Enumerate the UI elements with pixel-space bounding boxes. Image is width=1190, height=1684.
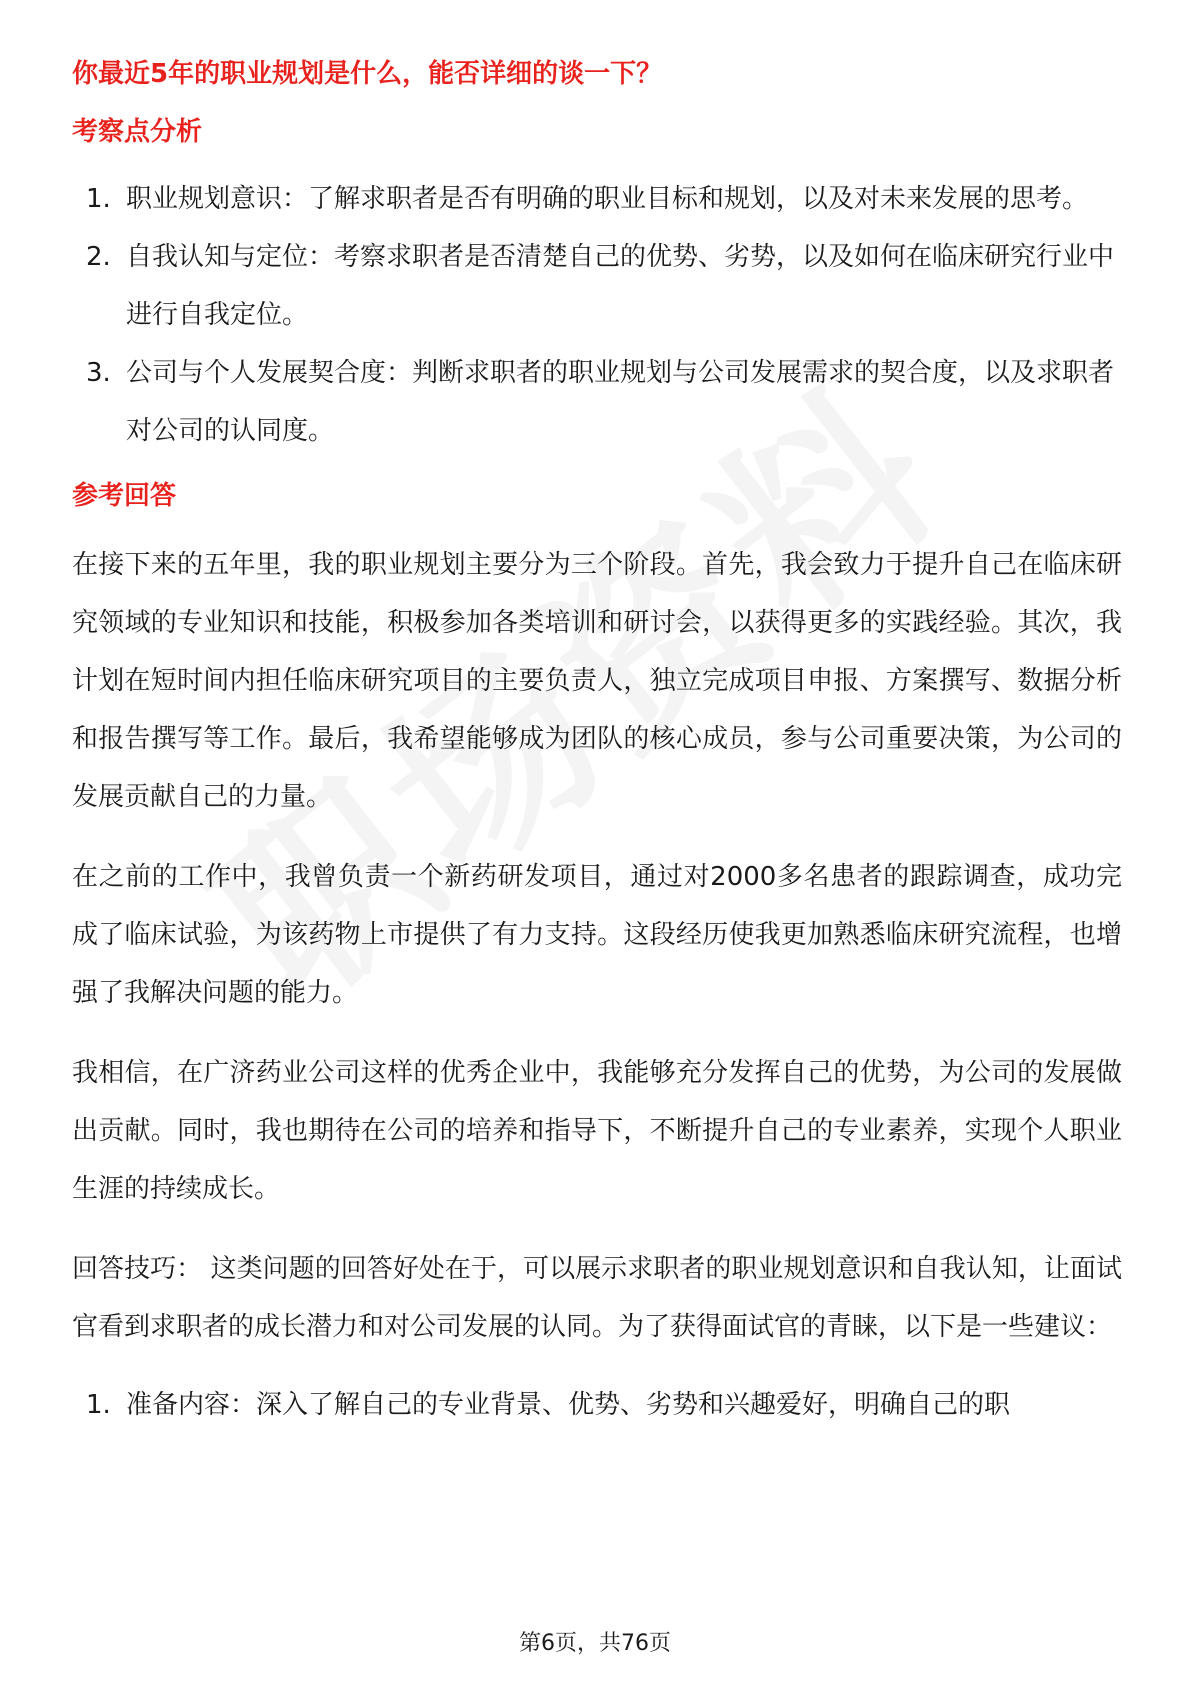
list-item: [72, 1376, 1122, 1434]
answer-paragraph: 在之前的工作中，我曾负责一个新药研发项目，通过对2000多名患者的跟踪调查，成功完成了临床试验，为该药物上市提供了有力支持。这段经历使我更加熟悉临床研究流程，也增强了我解决问题的能力。: [72, 862, 1122, 1008]
list-number: 1.: [86, 1390, 111, 1420]
tips-paragraph: 回答技巧： 这类问题的回答好处在于，可以展示求职者的职业规划意识和自我认知，让面试官看到求职者的成长潜力和对公司发展的认同。为了获得面试官的青睐，以下是一些建议：: [72, 1254, 1122, 1342]
list-item-text: 公司与个人发展契合度：判断求职者的职业规划与公司发展需求的契合度，以及求职者对公司的认同度。: [126, 358, 1115, 446]
answer-paragraph: 在接下来的五年里，我的职业规划主要分为三个阶段。首先，我会致力于提升自己在临床研究领域的专业知识和技能，积极参加各类培训和研讨会，以获得更多的实践经验。其次，我计划在短时间内担任临床研究项目的主要负责人，独立完成项目申报、方案撰写、数据分析和报告撰写等工作。最后，我希望能够成为团队的核心成员，参与公司重要决策，为公司的发展贡献自己的力量。: [72, 550, 1122, 812]
list-item-text: 准备内容：深入了解自己的专业背景、优势、劣势和兴趣爱好，明确自己的职: [126, 1390, 1011, 1420]
list-number: 2.: [86, 242, 111, 272]
list-item: [72, 170, 1122, 228]
answer-paragraph: 我相信，在广济药业公司这样的优秀企业中，我能够充分发挥自己的优势，为公司的发展做出贡献。同时，我也期待在公司的培养和指导下，不断提升自己的专业素养，实现个人职业生涯的持续成长。: [72, 1058, 1122, 1204]
page-number: 第6页，共76页: [519, 1631, 671, 1656]
reference-heading: 参考回答: [72, 481, 177, 511]
list-number: 1.: [86, 184, 111, 214]
question-heading: 你最近5年的职业规划是什么，能否详细的谈一下？: [72, 59, 663, 89]
list-number: 3.: [86, 358, 111, 388]
tips-list: [72, 1376, 1122, 1434]
document-body: [72, 56, 1122, 1434]
analysis-list: [72, 170, 1122, 460]
list-item-text: 自我认知与定位：考察求职者是否清楚自己的优势、劣势，以及如何在临床研究行业中进行自我定位。: [126, 242, 1115, 330]
list-item: [72, 228, 1122, 344]
analysis-heading: 考察点分析: [72, 117, 203, 147]
list-item-text: 职业规划意识：了解求职者是否有明确的职业目标和规划，以及对未来发展的思考。: [126, 184, 1089, 214]
list-item: [72, 344, 1122, 460]
